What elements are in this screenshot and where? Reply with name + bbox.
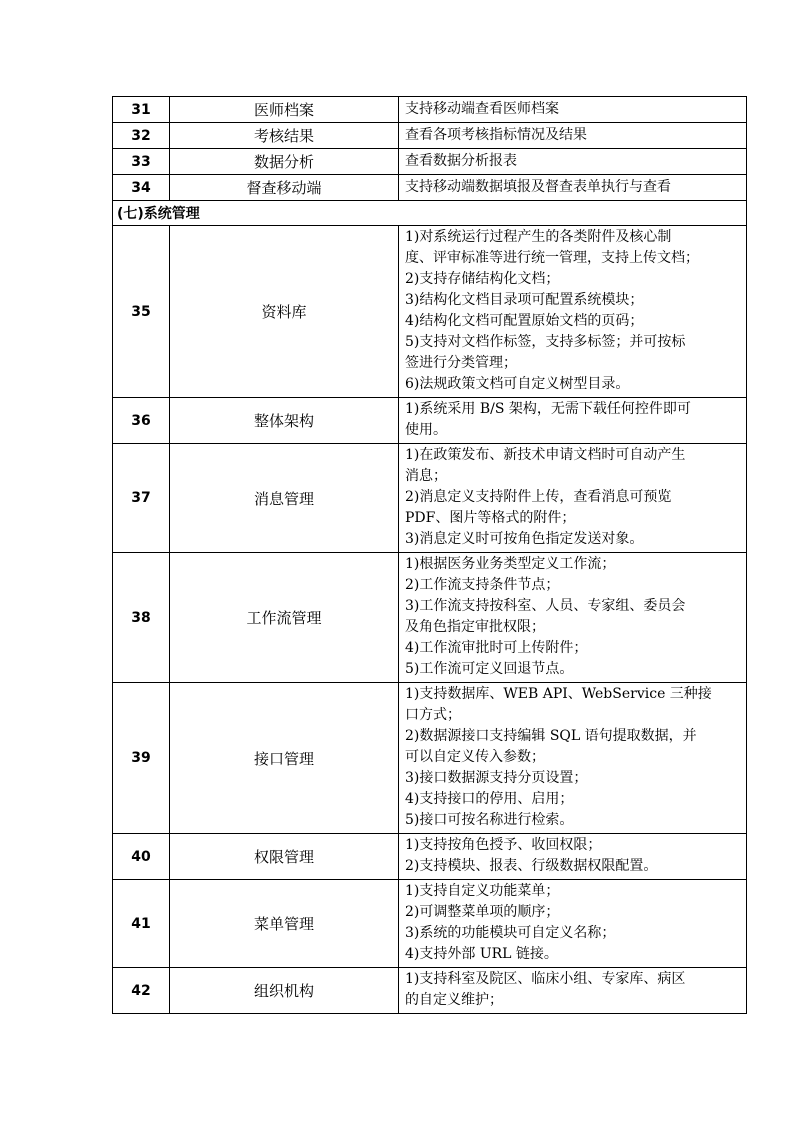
table-row: [113, 149, 747, 175]
table-row: [113, 880, 747, 968]
description-line: 2)可调整菜单项的顺序；: [405, 904, 560, 920]
row-description: [399, 880, 747, 968]
description-line: 口方式；: [405, 707, 461, 723]
description-line: 1)支持自定义功能菜单；: [405, 883, 560, 899]
description-line: 的自定义维护；: [405, 992, 503, 1008]
description-line: 3)接口数据源支持分页设置；: [405, 770, 588, 786]
row-number: 36: [113, 398, 170, 444]
row-number: 39: [113, 683, 170, 834]
row-name: 考核结果: [170, 123, 399, 149]
table-row: [113, 444, 747, 553]
description-line: 4)工作流审批时可上传附件；: [405, 640, 588, 656]
table-row: [113, 968, 747, 1014]
description-line: 1)支持按角色授予、收回权限；: [405, 837, 602, 853]
row-name: 组织机构: [170, 968, 399, 1014]
row-number: 40: [113, 834, 170, 880]
table-row: [113, 175, 747, 201]
row-name: 数据分析: [170, 149, 399, 175]
row-description: [399, 398, 747, 444]
description-line: 2)支持模块、报表、行级数据权限配置。: [405, 858, 658, 874]
requirements-table: [112, 96, 747, 1014]
description-line: 3)工作流支持按科室、人员、专家组、委员会: [405, 598, 686, 614]
row-name: 权限管理: [170, 834, 399, 880]
description-line: 1)支持数据库、WEB API、WebService 三种接: [405, 686, 712, 702]
description-line: 1)支持科室及院区、临床小组、专家库、病区: [405, 971, 686, 987]
row-description: 查看各项考核指标情况及结果: [399, 123, 747, 149]
row-description: 支持移动端查看医师档案: [399, 97, 747, 123]
table-row: [113, 553, 747, 683]
description-line: 使用。: [405, 422, 447, 438]
description-line: 度、评审标准等进行统一管理，支持上传文档；: [405, 250, 699, 266]
table-row: [113, 97, 747, 123]
description-line: 可以自定义传入参数；: [405, 749, 545, 765]
row-description: [399, 834, 747, 880]
row-name: 接口管理: [170, 683, 399, 834]
description-line: 及角色指定审批权限；: [405, 619, 545, 635]
description-line: 2)支持存储结构化文档；: [405, 271, 560, 287]
description-line: 签进行分类管理；: [405, 355, 517, 371]
description-line: 5)接口可按名称进行检索。: [405, 812, 574, 828]
row-number: 34: [113, 175, 170, 201]
description-line: 3)系统的功能模块可自定义名称；: [405, 925, 616, 941]
row-number: 41: [113, 880, 170, 968]
description-line: 3)消息定义时可按角色指定发送对象。: [405, 531, 644, 547]
description-line: PDF、图片等格式的附件；: [405, 510, 576, 526]
description-line: 4)结构化文档可配置原始文档的页码；: [405, 313, 644, 329]
section-title: (七)系统管理: [113, 201, 747, 226]
row-number: 31: [113, 97, 170, 123]
row-number: 32: [113, 123, 170, 149]
description-line: 5)支持对文档作标签，支持多标签；并可按标: [405, 334, 686, 350]
row-name: 工作流管理: [170, 553, 399, 683]
description-line: 1)对系统运行过程产生的各类附件及核心制: [405, 229, 672, 245]
table-row: [113, 226, 747, 398]
table-row: [113, 398, 747, 444]
row-name: 菜单管理: [170, 880, 399, 968]
row-name: 医师档案: [170, 97, 399, 123]
row-name: 资料库: [170, 226, 399, 398]
row-number: 38: [113, 553, 170, 683]
row-number: 35: [113, 226, 170, 398]
description-line: 5)工作流可定义回退节点。: [405, 661, 574, 677]
row-number: 37: [113, 444, 170, 553]
table-row: [113, 683, 747, 834]
description-line: 1)根据医务业务类型定义工作流；: [405, 556, 616, 572]
row-description: 查看数据分析报表: [399, 149, 747, 175]
description-line: 1)在政策发布、新技术申请文档时可自动产生: [405, 447, 686, 463]
description-line: 2)消息定义支持附件上传，查看消息可预览: [405, 489, 672, 505]
row-name: 消息管理: [170, 444, 399, 553]
table-row: [113, 123, 747, 149]
description-line: 1)系统采用 B/S 架构，无需下载任何控件即可: [405, 401, 691, 417]
description-line: 6)法规政策文档可自定义树型目录。: [405, 376, 630, 392]
description-line: 2)工作流支持条件节点；: [405, 577, 560, 593]
row-name: 整体架构: [170, 398, 399, 444]
row-description: [399, 226, 747, 398]
row-description: 支持移动端数据填报及督查表单执行与查看: [399, 175, 747, 201]
description-line: 消息；: [405, 468, 447, 484]
table-row: [113, 834, 747, 880]
section-row: [113, 201, 747, 226]
row-name: 督查移动端: [170, 175, 399, 201]
row-number: 33: [113, 149, 170, 175]
description-line: 4)支持外部 URL 链接。: [405, 946, 558, 962]
description-line: 4)支持接口的停用、启用；: [405, 791, 574, 807]
row-number: 42: [113, 968, 170, 1014]
description-line: 3)结构化文档目录项可配置系统模块；: [405, 292, 644, 308]
row-description: [399, 683, 747, 834]
row-description: [399, 444, 747, 553]
row-description: [399, 553, 747, 683]
row-description: [399, 968, 747, 1014]
description-line: 2)数据源接口支持编辑 SQL 语句提取数据，并: [405, 728, 697, 744]
